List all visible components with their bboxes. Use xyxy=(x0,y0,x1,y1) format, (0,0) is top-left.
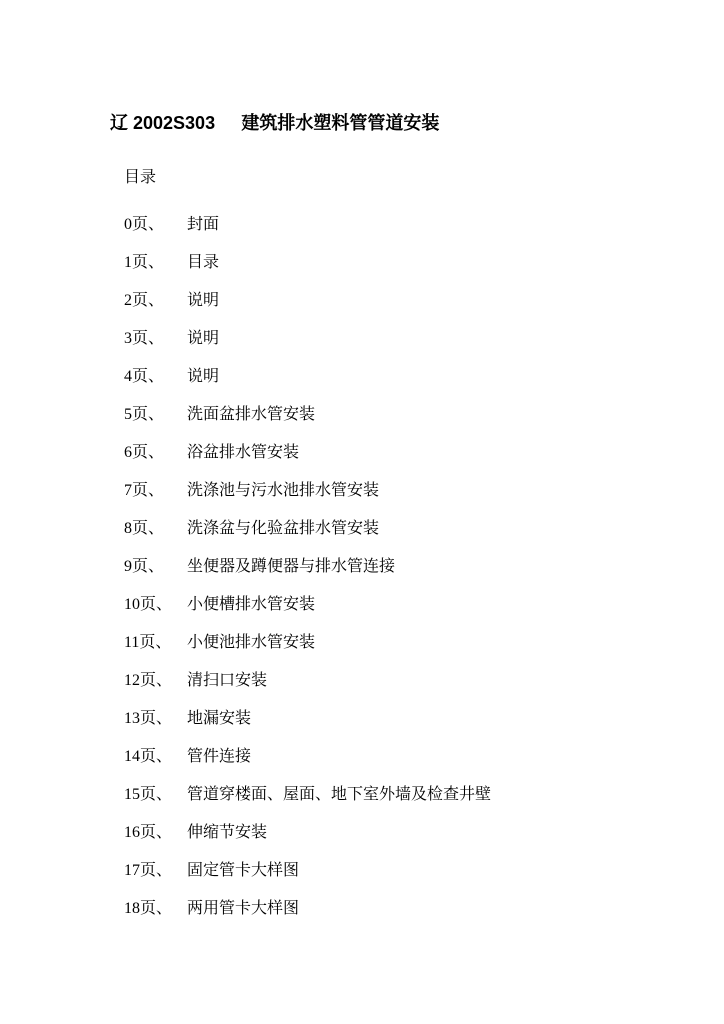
toc-page-number: 5页、 xyxy=(124,405,165,423)
toc-entry xyxy=(124,697,491,735)
toc-entry-title: 地漏安装 xyxy=(187,707,252,727)
toc-entry-title: 小便池排水管安装 xyxy=(187,631,316,651)
toc-entry-title: 小便槽排水管安装 xyxy=(187,593,316,613)
toc-entry xyxy=(124,811,491,849)
toc-page-number: 9页、 xyxy=(124,557,165,575)
toc-page-number: 10页、 xyxy=(124,595,173,613)
toc-entry-title: 说明 xyxy=(187,327,220,347)
toc-entry-title: 目录 xyxy=(187,251,220,271)
toc-entry xyxy=(124,583,491,621)
toc-page-number: 18页、 xyxy=(124,899,173,917)
toc-entry-title: 两用管卡大样图 xyxy=(187,897,300,917)
toc-entry-title: 清扫口安装 xyxy=(187,669,268,689)
toc-entry xyxy=(124,355,491,393)
toc-entry xyxy=(124,545,491,583)
toc-entry xyxy=(124,735,491,773)
document-title xyxy=(110,110,439,137)
toc-entry-title: 坐便器及蹲便器与排水管连接 xyxy=(187,555,396,575)
toc-entry xyxy=(124,507,491,545)
toc-entry xyxy=(124,317,491,355)
toc-entry xyxy=(124,431,491,469)
toc-page-number: 15页、 xyxy=(124,785,173,803)
toc-entry-title: 浴盆排水管安装 xyxy=(187,441,300,461)
toc-entry xyxy=(124,279,491,317)
toc-entry-title: 管件连接 xyxy=(187,745,252,765)
toc-page-number: 0页、 xyxy=(124,215,165,233)
toc-entry xyxy=(124,241,491,279)
toc-entry xyxy=(124,393,491,431)
toc-entry-title: 管道穿楼面、屋面、地下室外墙及检查井壁 xyxy=(187,783,492,803)
toc-list xyxy=(124,203,491,925)
toc-entry xyxy=(124,659,491,697)
toc-page-number: 8页、 xyxy=(124,519,165,537)
toc-page-number: 14页、 xyxy=(124,747,173,765)
toc-entry-title: 洗涤盆与化验盆排水管安装 xyxy=(187,517,380,537)
toc-entry xyxy=(124,887,491,925)
toc-heading: 目录 xyxy=(124,167,157,186)
toc-page-number: 12页、 xyxy=(124,671,173,689)
toc-entry-title: 封面 xyxy=(187,213,220,233)
toc-page-number: 1页、 xyxy=(124,253,165,271)
toc-entry-title: 固定管卡大样图 xyxy=(187,859,300,879)
toc-entry-title: 洗面盆排水管安装 xyxy=(187,403,316,423)
toc-page-number: 7页、 xyxy=(124,481,165,499)
toc-entry xyxy=(124,203,491,241)
toc-page-number: 16页、 xyxy=(124,823,173,841)
toc-entry-title: 洗涤池与污水池排水管安装 xyxy=(187,479,380,499)
standard-code: 辽 2002S303 xyxy=(110,113,216,133)
toc-page-number: 2页、 xyxy=(124,291,165,309)
toc-page-number: 11页、 xyxy=(124,633,172,651)
document-title-text: 建筑排水塑料管管道安装 xyxy=(241,113,440,134)
toc-entry xyxy=(124,469,491,507)
toc-entry xyxy=(124,849,491,887)
toc-page-number: 6页、 xyxy=(124,443,165,461)
toc-page-number: 13页、 xyxy=(124,709,173,727)
toc-entry xyxy=(124,621,491,659)
toc-entry xyxy=(124,773,491,811)
toc-entry-title: 伸缩节安装 xyxy=(187,821,268,841)
toc-page-number: 3页、 xyxy=(124,329,165,347)
toc-page-number: 17页、 xyxy=(124,861,173,879)
toc-page-number: 4页、 xyxy=(124,367,165,385)
toc-entry-title: 说明 xyxy=(187,289,220,309)
toc-entry-title: 说明 xyxy=(187,365,220,385)
